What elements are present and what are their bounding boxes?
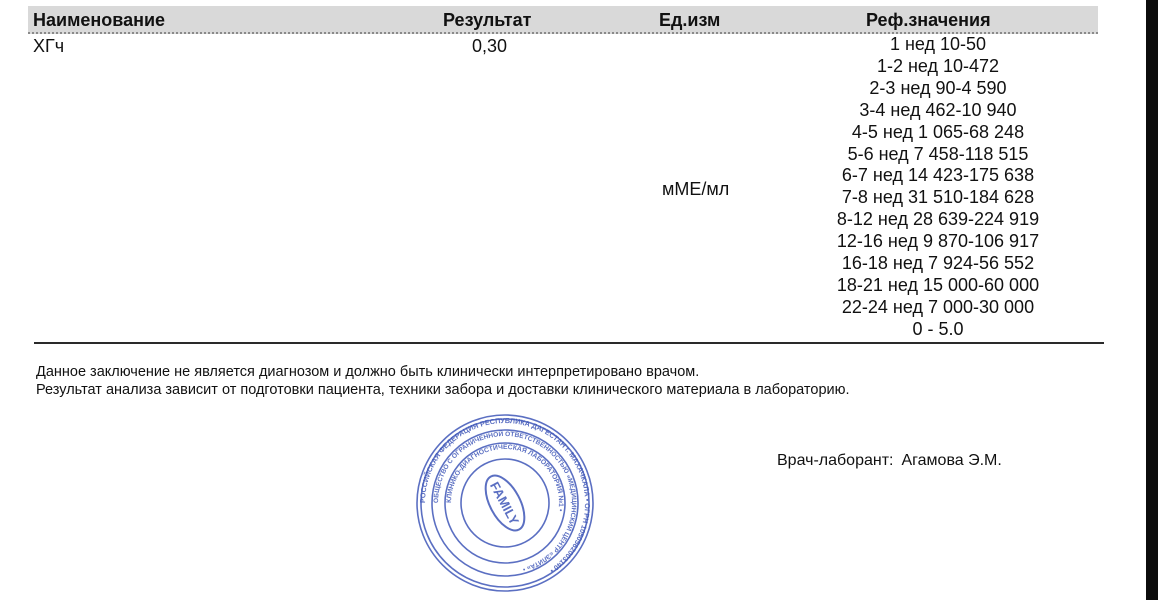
reference-values (818, 34, 1058, 341)
ref-value: 1 нед 10-50 (889, 34, 987, 54)
ref-value: 22-24 нед 7 000-30 000 (841, 296, 1035, 317)
row-name: ХГч (33, 36, 65, 56)
disclaimer (36, 363, 850, 399)
ref-value: 7-8 нед 31 510-184 628 (841, 187, 1035, 208)
signature-label: Врач-лаборант: (777, 452, 894, 469)
ref-value: 2-3 нед 90-4 590 (869, 77, 1007, 98)
header-result: Результат (443, 10, 532, 30)
ref-value: 3-4 нед 462-10 940 (859, 99, 1017, 120)
stamp-outer-text: РОССИЙСКАЯ ФЕДЕРАЦИЯ РЕСПУБЛИКА ДАГЕСТАН г. МАХАЧКАЛА • ОГРН 1050562003140 • (417, 415, 593, 576)
ref-value: 5-6 нед 7 458-118 515 (847, 143, 1029, 164)
row-result: 0,30 (472, 36, 508, 56)
disclaimer-line: Данное заключение не является диагнозом и должно быть клинически интерпретировано врачом. (36, 364, 700, 380)
ref-value: 12-16 нед 9 870-106 917 (836, 231, 1040, 252)
signature-block (777, 451, 1002, 471)
ref-value: 1-2 нед 10-472 (876, 55, 1000, 76)
header-name: Наименование (33, 10, 166, 30)
disclaimer-line: Результат анализа зависит от подготовки пациента, техники забора и доставки клинического материала в лабораторию. (36, 382, 850, 398)
lab-stamp (414, 412, 596, 594)
table-bottom-rule (34, 342, 1104, 344)
ref-value: 4-5 нед 1 065-68 248 (851, 121, 1025, 142)
stamp-inner-text: КЛИНИКО-ДИАГНОСТИЧЕСКАЯ ЛАБОРАТОРИЯ №1 • (445, 443, 565, 512)
row-unit: мМЕ/мл (662, 179, 730, 199)
stamp-middle-text: ОБЩЕСТВО С ОГРАНИЧЕННОЙ ОТВЕТСТВЕННОСТЬЮ «МЕДИЦИНСКИЙ ЦЕНТР «ЭЛИТА» • (432, 430, 578, 573)
ref-value: 0 - 5.0 (912, 318, 964, 339)
stamp-logo (478, 469, 533, 536)
ref-value: 6-7 нед 14 423-175 638 (841, 165, 1035, 186)
header-ref: Реф.значения (866, 10, 991, 30)
stamp-center-text: FAMILY (487, 479, 523, 528)
signature-name: Агамова Э.М. (901, 452, 1002, 469)
ref-value: 18-21 нед 15 000-60 000 (836, 274, 1040, 295)
header-unit: Ед.изм (659, 10, 721, 30)
ref-value: 16-18 нед 7 924-56 552 (841, 253, 1035, 274)
ref-value: 8-12 нед 28 639-224 919 (836, 209, 1040, 230)
window-edge (1146, 0, 1158, 600)
